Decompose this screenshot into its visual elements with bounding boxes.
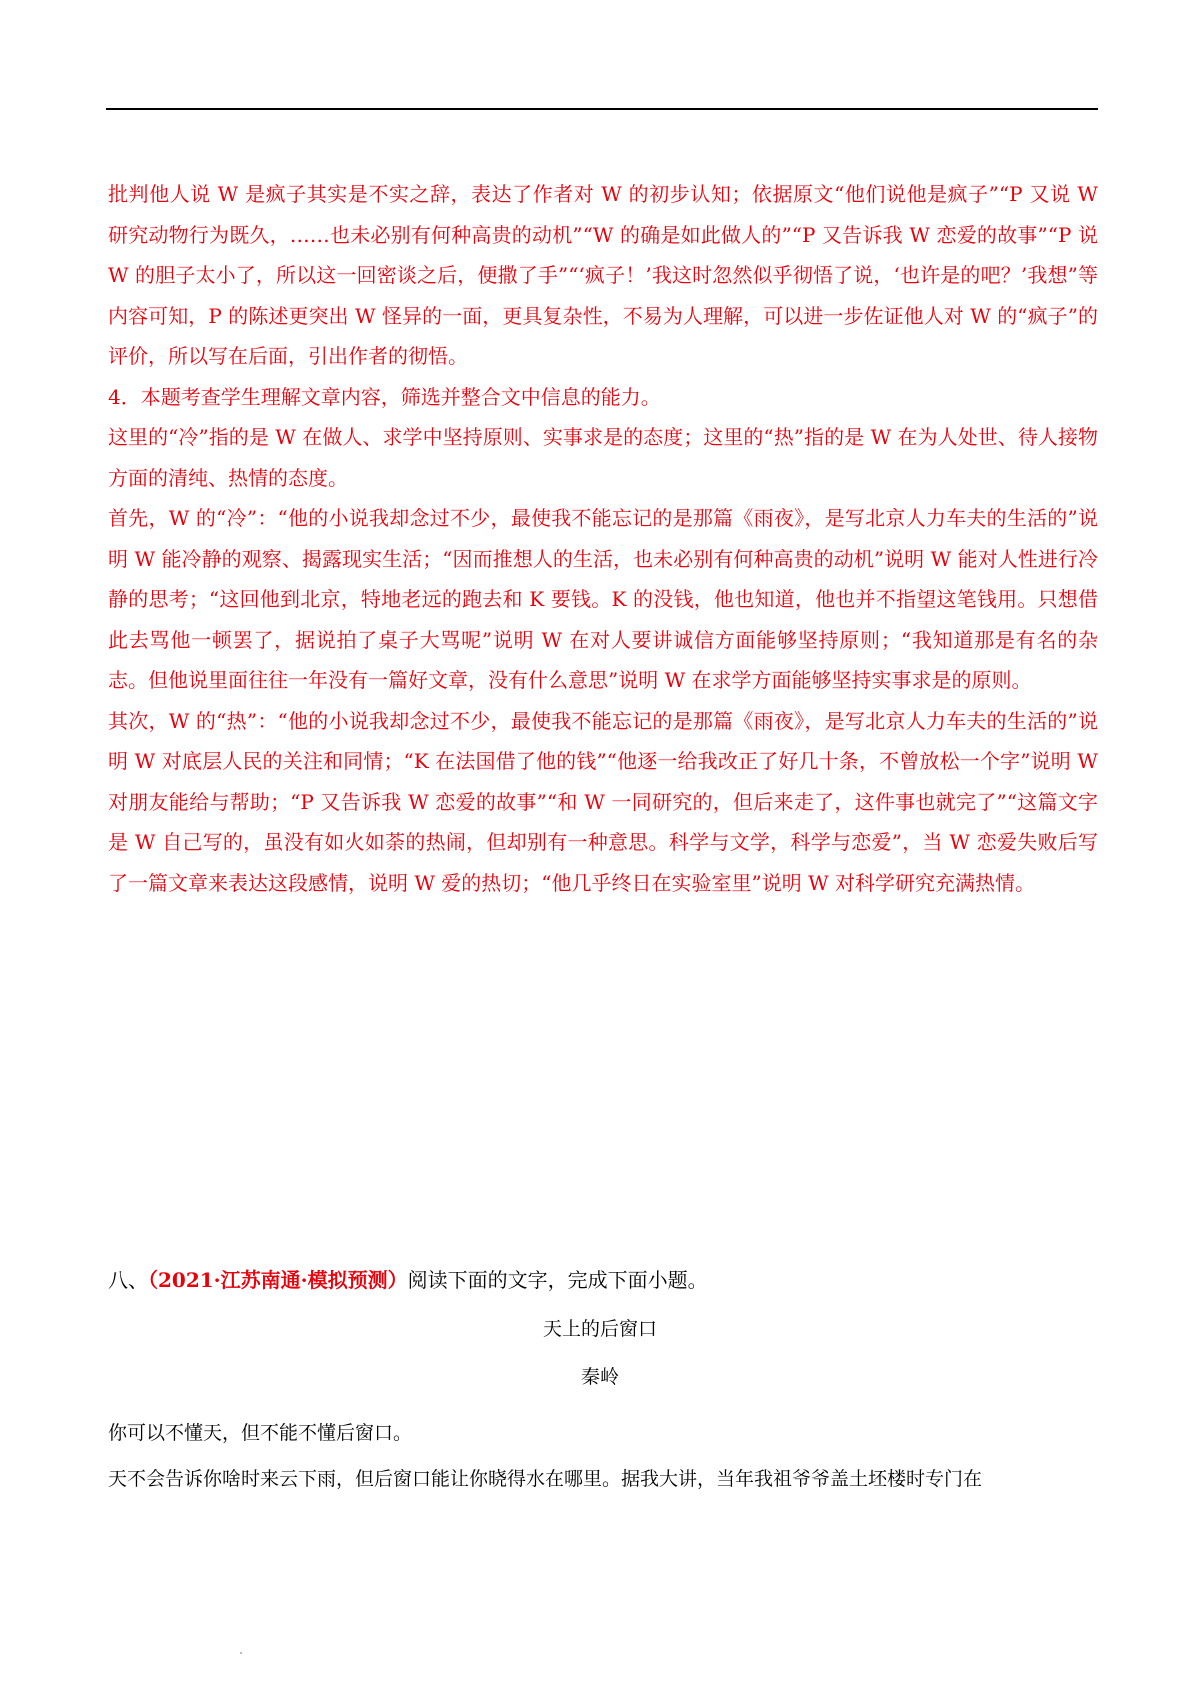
article-body: [108, 1410, 1098, 1502]
answer-paragraph: 这里的“冷”指的是 W 在做人、求学中坚持原则、实事求是的态度；这里的“热”指的是 W 在为人处世、待人接物方面的清纯、热情的态度。: [108, 425, 1098, 490]
answer-paragraph: 首先，W 的“冷”：“他的小说我却念过不少，最使我不能忘记的是那篇《雨夜》，是写北京人力车夫的生活的”说明 W 能冷静的观察、揭露现实生活；“因而推想人的生活，也未必别有何种高贵的动机”说明 W 能对人性进行冷静的思考；“这回他到北京，特地老远的跑去和 K 要钱。K 的没钱，他也知道，他也并不指望这笔钱用。只想借此去骂他一顿罢了，据说拍了桌子大骂呢”说明 W 在对人要讲诚信方面能够坚持原则；“我知道那是有名的杂志。但他说里面往往一年没有一篇好文章，没有什么意思”说明 W 在求学方面能够坚持实事求是的原则。: [108, 506, 1098, 692]
footer-mark: [240, 1652, 242, 1654]
article-paragraph: 天不会告诉你啥时来云下雨，但后窗口能让你晓得水在哪里。据我大讲，当年我祖爷爷盖土坯楼时专门在: [108, 1468, 983, 1490]
answer-paragraph: 批判他人说 W 是疯子其实是不实之辞，表达了作者对 W 的初步认知；依据原文“他们说他是疯子”“P 又说 W 研究动物行为既久，……也未必别有何种高贵的动机”“W 的确是如此做人的”“P 又告诉我 W 恋爱的故事”“P 说 W 的胆子太小了，所以这一回密谈之后，便撒了手”“‘疯子！’我这时忽然似乎彻悟了说，‘也许是的吧？’我想”等内容可知，P 的陈述更突出 W 怪异的一面，更具复杂性，不易为人理解，可以进一步佐证他人对 W 的“疯子”的评价，所以写在后面，引出作者的彻悟。: [108, 182, 1098, 368]
article-title: 天上的后窗口: [542, 1318, 657, 1340]
answer-paragraph: 其次，W 的“热”：“他的小说我却念过不少，最使我不能忘记的是那篇《雨夜》，是写北京人力车夫的生活的”说明 W 对底层人民的关注和同情；“K 在法国借了他的钱”“他逐一给我改正了好几十条，不曾放松一个字”说明 W 对朋友能给与帮助；“P 又告诉我 W 恋爱的故事”“和 W 一同研究的，但后来走了，这件事也就完了”“这篇文字是 W 自己写的，虽没有如火如荼的热闹，但却别有一种意思。科学与文学，科学与恋爱”，当 W 恋爱失败后写了一篇文章来表达这段感情，说明 W 爱的热切；“他几乎终日在实验室里”说明 W 对科学研究充满热情。: [108, 708, 1098, 895]
article-paragraph: 你可以不懂天，但不能不懂后窗口。: [108, 1422, 413, 1444]
question-instruction: 阅读下面的文字，完成下面小题。: [407, 1268, 708, 1292]
answer-explanation: [108, 174, 1098, 903]
question-number: 八、: [108, 1268, 148, 1292]
question-source: （2021·江苏南通·模拟预测）: [148, 1268, 408, 1292]
question-heading: [108, 1264, 708, 1293]
article-author: 秦岭: [580, 1366, 619, 1388]
answer-paragraph: 4．本题考查学生理解文章内容，筛选并整合文中信息的能力。: [108, 384, 661, 409]
header-rule: [106, 108, 1098, 110]
